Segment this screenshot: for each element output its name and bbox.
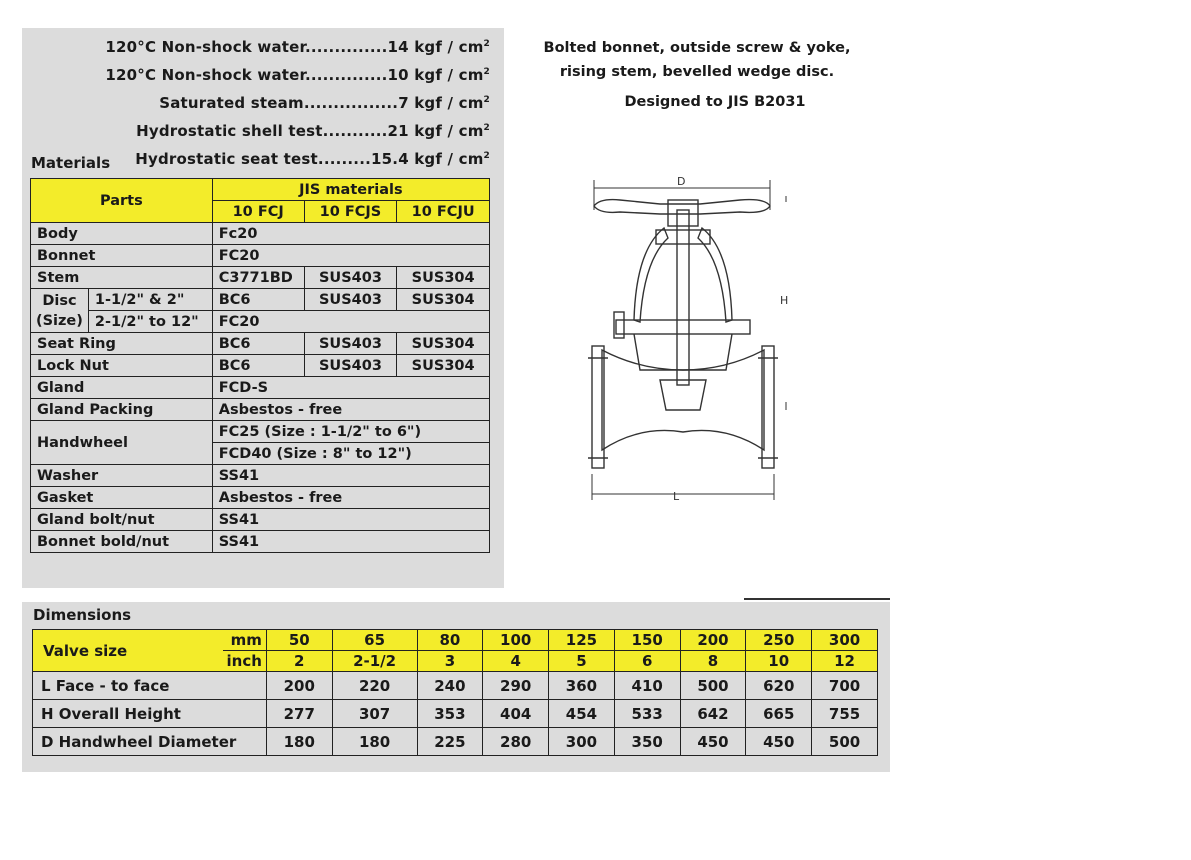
valve-body [602,350,764,450]
valve-stem [677,210,689,385]
material-value: Asbestos - free [212,487,489,509]
dimension-value: 360 [549,672,615,700]
part-name: Gasket [31,487,213,509]
description-line: Bolted bonnet, outside screw & yoke, [543,40,851,56]
dimension-value: 450 [746,728,812,756]
dimension-value: 500 [680,672,746,700]
material-value: SS41 [212,509,489,531]
material-value: SS41 [212,531,489,553]
gate-valve-drawing [580,170,800,510]
dimension-value: 642 [680,700,746,728]
size-inch: 4 [483,651,549,672]
material-value: FC20 [212,311,489,333]
grade-header: 10 FCJ [212,201,304,223]
handwheel-rim [594,200,770,214]
label-h: H [780,294,789,307]
table-row [31,333,490,355]
dimension-label: H Overall Height [33,700,267,728]
material-value: SUS403 [304,267,397,289]
bonnet-body [634,334,732,370]
table-row [31,355,490,377]
part-name: Washer [31,465,213,487]
dimension-value: 200 [266,672,332,700]
part-name-disc [31,289,89,333]
jis-header: JIS materials [212,179,489,201]
dimension-value: 450 [680,728,746,756]
dimension-value: 180 [266,728,332,756]
table-row [33,700,878,728]
size-inch: 6 [614,651,680,672]
disc-label: Disc [42,292,77,309]
dimension-value: 307 [332,700,417,728]
table-row [33,672,878,700]
rating-line: Saturated steam................7 kgf / $cm^2$ [159,94,490,112]
dimension-value: 500 [812,728,878,756]
dimension-value: 240 [417,672,483,700]
part-name: Bonnet bold/nut [31,531,213,553]
dimension-value: 180 [332,728,417,756]
dimension-value: 454 [549,700,615,728]
materials-title: Materials [31,154,111,172]
part-name: Lock Nut [31,355,213,377]
description-line: rising stem, bevelled wedge disc. [559,64,835,80]
size-mm: 250 [746,630,812,651]
part-name: Seat Ring [31,333,213,355]
label-d: D [677,175,686,188]
material-value: SUS403 [304,355,397,377]
table-row [31,223,490,245]
material-value: SUS304 [397,355,490,377]
size-mm: 300 [812,630,878,651]
rating-line: 120°C Non-shock water..............10 kgf / $cm^2$ [105,66,490,84]
part-name: Gland bolt/nut [31,509,213,531]
design-standard: Designed to JIS B2031 [624,94,806,110]
table-row [31,531,490,553]
dimensions-title: Dimensions [33,606,132,624]
rating-line: Hydrostatic seat test.........15.4 kgf / $cm^2$ [135,150,490,168]
table-row [31,267,490,289]
divider-line [744,598,890,600]
size-inch: 2 [266,651,332,672]
table-row [31,421,490,443]
size-mm: 100 [483,630,549,651]
table-row [33,630,878,651]
material-value: BC6 [212,289,304,311]
material-value: SUS304 [397,267,490,289]
disc-size-label: (Size) [35,312,83,329]
material-value: SUS403 [304,289,397,311]
material-value: FC25 (Size : 1-1/2" to 6") [212,421,489,443]
material-value: SUS304 [397,289,490,311]
table-row [31,377,490,399]
part-name: Gland Packing [31,399,213,421]
table-row [31,465,490,487]
table-row [31,487,490,509]
dimension-value: 290 [483,672,549,700]
dimension-value: 300 [549,728,615,756]
unit-inch: inch [223,651,267,672]
rating-line: Hydrostatic shell test...........21 kgf / $cm^2$ [136,122,490,140]
size-inch: 8 [680,651,746,672]
material-value: FC20 [212,245,489,267]
grade-header: 10 FCJU [397,201,490,223]
grade-header: 10 FCJS [304,201,397,223]
material-value: Asbestos - free [212,399,489,421]
label-l: L [673,490,680,503]
dimension-label: L Face - to face [33,672,267,700]
valve-size-header: Valve size [33,630,223,672]
table-row [33,728,878,756]
table-row [31,399,490,421]
material-value: FCD40 (Size : 8" to 12") [212,443,489,465]
table-row [31,289,490,311]
material-value: SUS304 [397,333,490,355]
material-value: C3771BD [212,267,304,289]
dimension-value: 533 [614,700,680,728]
size-mm: 65 [332,630,417,651]
size-inch: 5 [549,651,615,672]
dimension-value: 280 [483,728,549,756]
disc-size: 1-1/2" & 2" [88,289,212,311]
dimension-value: 700 [812,672,878,700]
dimension-value: 755 [812,700,878,728]
dimension-value: 620 [746,672,812,700]
material-value: BC6 [212,333,304,355]
materials-table [30,178,490,553]
size-inch: 2-1/2 [332,651,417,672]
dimension-value: 353 [417,700,483,728]
part-name: Gland [31,377,213,399]
table-row [31,245,490,267]
unit-mm: mm [223,630,267,651]
part-name: Body [31,223,213,245]
material-value: SS41 [212,465,489,487]
part-name: Stem [31,267,213,289]
dimension-label: D Handwheel Diameter [33,728,267,756]
dimension-value: 220 [332,672,417,700]
dimension-value: 665 [746,700,812,728]
dimension-value: 404 [483,700,549,728]
dimensions-table [32,629,878,756]
yoke-right [698,228,732,322]
pressure-ratings [60,32,490,172]
part-name: Bonnet [31,245,213,267]
material-value: BC6 [212,355,304,377]
size-inch: 12 [812,651,878,672]
part-name: Handwheel [31,421,213,465]
material-value: Fc20 [212,223,489,245]
size-mm: 80 [417,630,483,651]
material-value: SUS403 [304,333,397,355]
table-row [31,509,490,531]
disc-size: 2-1/2" to 12" [88,311,212,333]
rating-line: 120°C Non-shock water..............14 kgf / $cm^2$ [105,38,490,56]
bonnet-flange [616,320,750,334]
size-mm: 150 [614,630,680,651]
material-value: FCD-S [212,377,489,399]
dimension-value: 410 [614,672,680,700]
valve-description [522,36,872,84]
size-inch: 3 [417,651,483,672]
dimension-value: 225 [417,728,483,756]
yoke-left [634,228,668,322]
parts-header: Parts [31,179,213,223]
dimension-value: 277 [266,700,332,728]
table-row [31,179,490,201]
dimension-value: 350 [614,728,680,756]
size-mm: 200 [680,630,746,651]
size-mm: 50 [266,630,332,651]
size-inch: 10 [746,651,812,672]
table-row [31,311,490,333]
size-mm: 125 [549,630,615,651]
